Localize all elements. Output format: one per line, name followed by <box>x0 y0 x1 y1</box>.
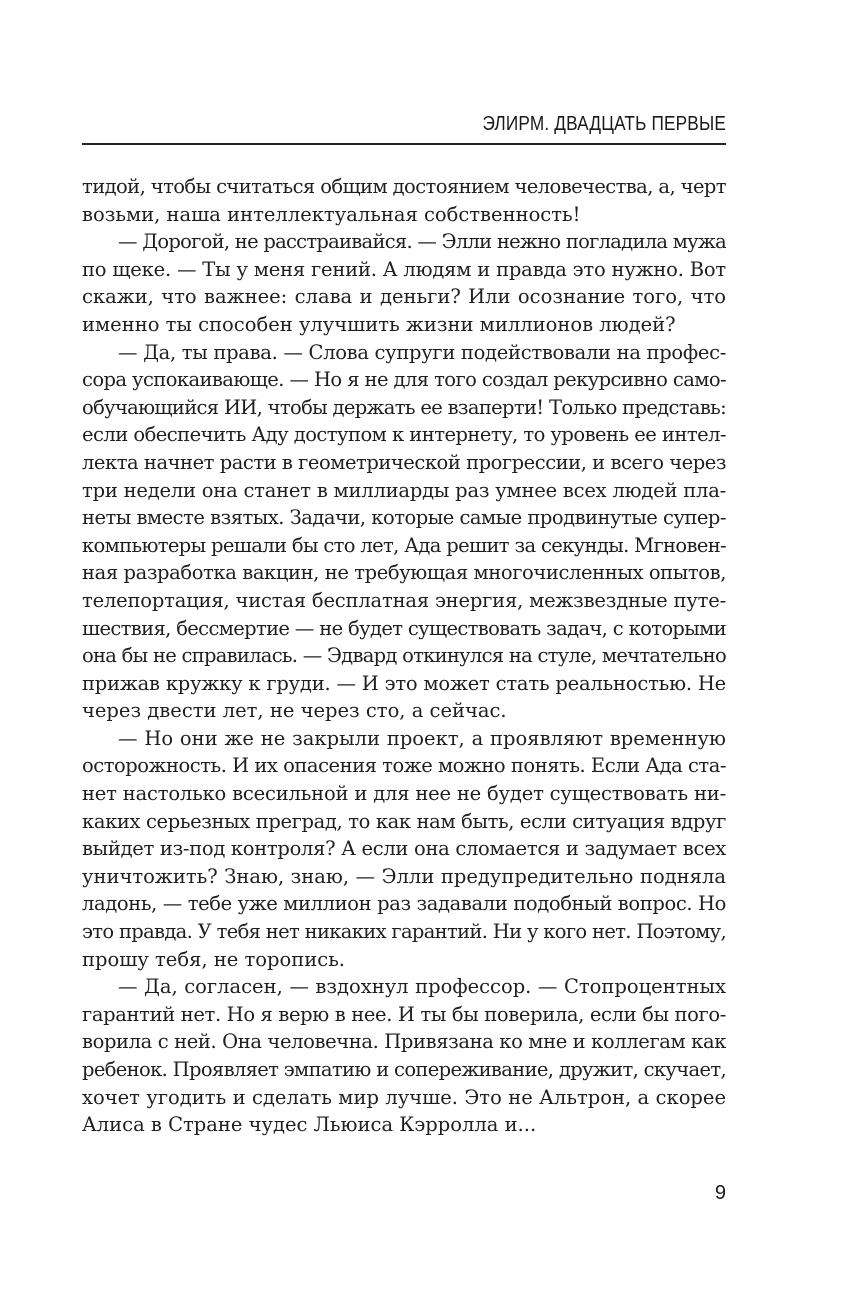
text-line: хочет угодить и сделать мир лучше. Это не Альтрон, а скорее <box>82 1085 726 1109</box>
text-line: Алиса в Стране чудес Льюиса Кэрролла и... <box>82 1113 537 1137</box>
text-line: ребенок. Проявляет эмпатию и сопереживание, дружит, скучает, <box>82 1058 726 1081</box>
text-line: — Да, ты права. — Слова супруги подействовали на профес- <box>118 340 726 364</box>
text-line: возьми, наша интеллектуальная собственность! <box>82 202 581 226</box>
body-text <box>82 173 726 1139</box>
page-number: 9 <box>714 1182 726 1204</box>
text-line: осторожность. И их опасения тоже можно понять. Если Ада ста- <box>82 754 726 778</box>
text-line: ная разработка вакцин, не требующая многочисленных опытов, <box>82 561 726 585</box>
text-line: именно ты способен улучшить жизни миллионов людей? <box>82 312 676 336</box>
text-line: через двести лет, не через сто, а сейчас. <box>82 699 507 723</box>
text-line: выйдет из-под контроля? А если она сломается и задумает всех <box>82 837 726 861</box>
text-line: обучающийся ИИ, чтобы держать ее взаперти! Только представь: <box>82 395 726 419</box>
text-line: шествия, бессмертие — не будет существовать задач, с которыми <box>82 616 726 640</box>
text-line: скажи, что важнее: слава и деньги? Или осознание того, что <box>82 285 726 309</box>
text-line: ворила с ней. Она человечна. Привязана ко мне и коллегам как <box>82 1030 726 1054</box>
text-line: — Но они же не закрыли проект, а проявляют временную <box>118 726 726 750</box>
text-line: компьютеры решали бы сто лет, Ада решит за секунды. Мгновен- <box>82 533 726 557</box>
text-line: нет настолько всесильной и для нее не будет существовать ни- <box>82 782 726 806</box>
text-line: она бы не справилась. — Эдвард откинулся на стуле, мечтательно <box>82 644 726 668</box>
text-line: уничтожить? Знаю, знаю, — Элли предупредительно подняла <box>82 864 726 888</box>
text-line: телепортация, чистая бесплатная энергия, межзвездные путе- <box>82 588 726 612</box>
running-header: ЭЛИРМ. ДВАДЦАТЬ ПЕРВЫЕ <box>482 113 726 135</box>
text-line: неты вместе взятых. Задачи, которые самые продвинутые супер- <box>82 506 726 530</box>
text-line: три недели она станет в миллиарды раз умнее всех людей пла- <box>82 478 726 502</box>
text-line: сора успокаивающе. — Но я не для того создал рекурсивно само- <box>82 368 726 392</box>
text-line: ладонь, — тебе уже миллион раз задавали подобный вопрос. Но <box>82 892 726 916</box>
text-line: лекта начнет расти в геометрической прогрессии, и всего через <box>82 450 726 474</box>
header-divider <box>82 143 726 145</box>
text-line: тидой, чтобы считаться общим достоянием человечества, а, черт <box>82 175 726 198</box>
text-line: по щеке. — Ты у меня гений. А людям и правда это нужно. Вот <box>82 257 726 281</box>
text-line: это правда. У тебя нет никаких гарантий. Ни у кого нет. Поэтому, <box>82 920 726 944</box>
text-line: если обеспечить Аду доступом к интернету, то уровень ее интел- <box>82 423 726 447</box>
text-line: — Да, согласен, — вздохнул профессор. — Стопроцентных <box>118 975 726 999</box>
text-line: гарантий нет. Но я верю в нее. И ты бы поверила, если бы пого- <box>82 1002 726 1026</box>
text-line: прижав кружку к груди. — И это может стать реальностью. Не <box>82 671 726 695</box>
text-line: — Дорогой, не расстраивайся. — Элли нежно погладила мужа <box>118 230 726 254</box>
text-line: каких серьезных преград, то как нам быть, если ситуация вдруг <box>82 809 726 833</box>
text-line: прошу тебя, не торопись. <box>82 947 346 971</box>
